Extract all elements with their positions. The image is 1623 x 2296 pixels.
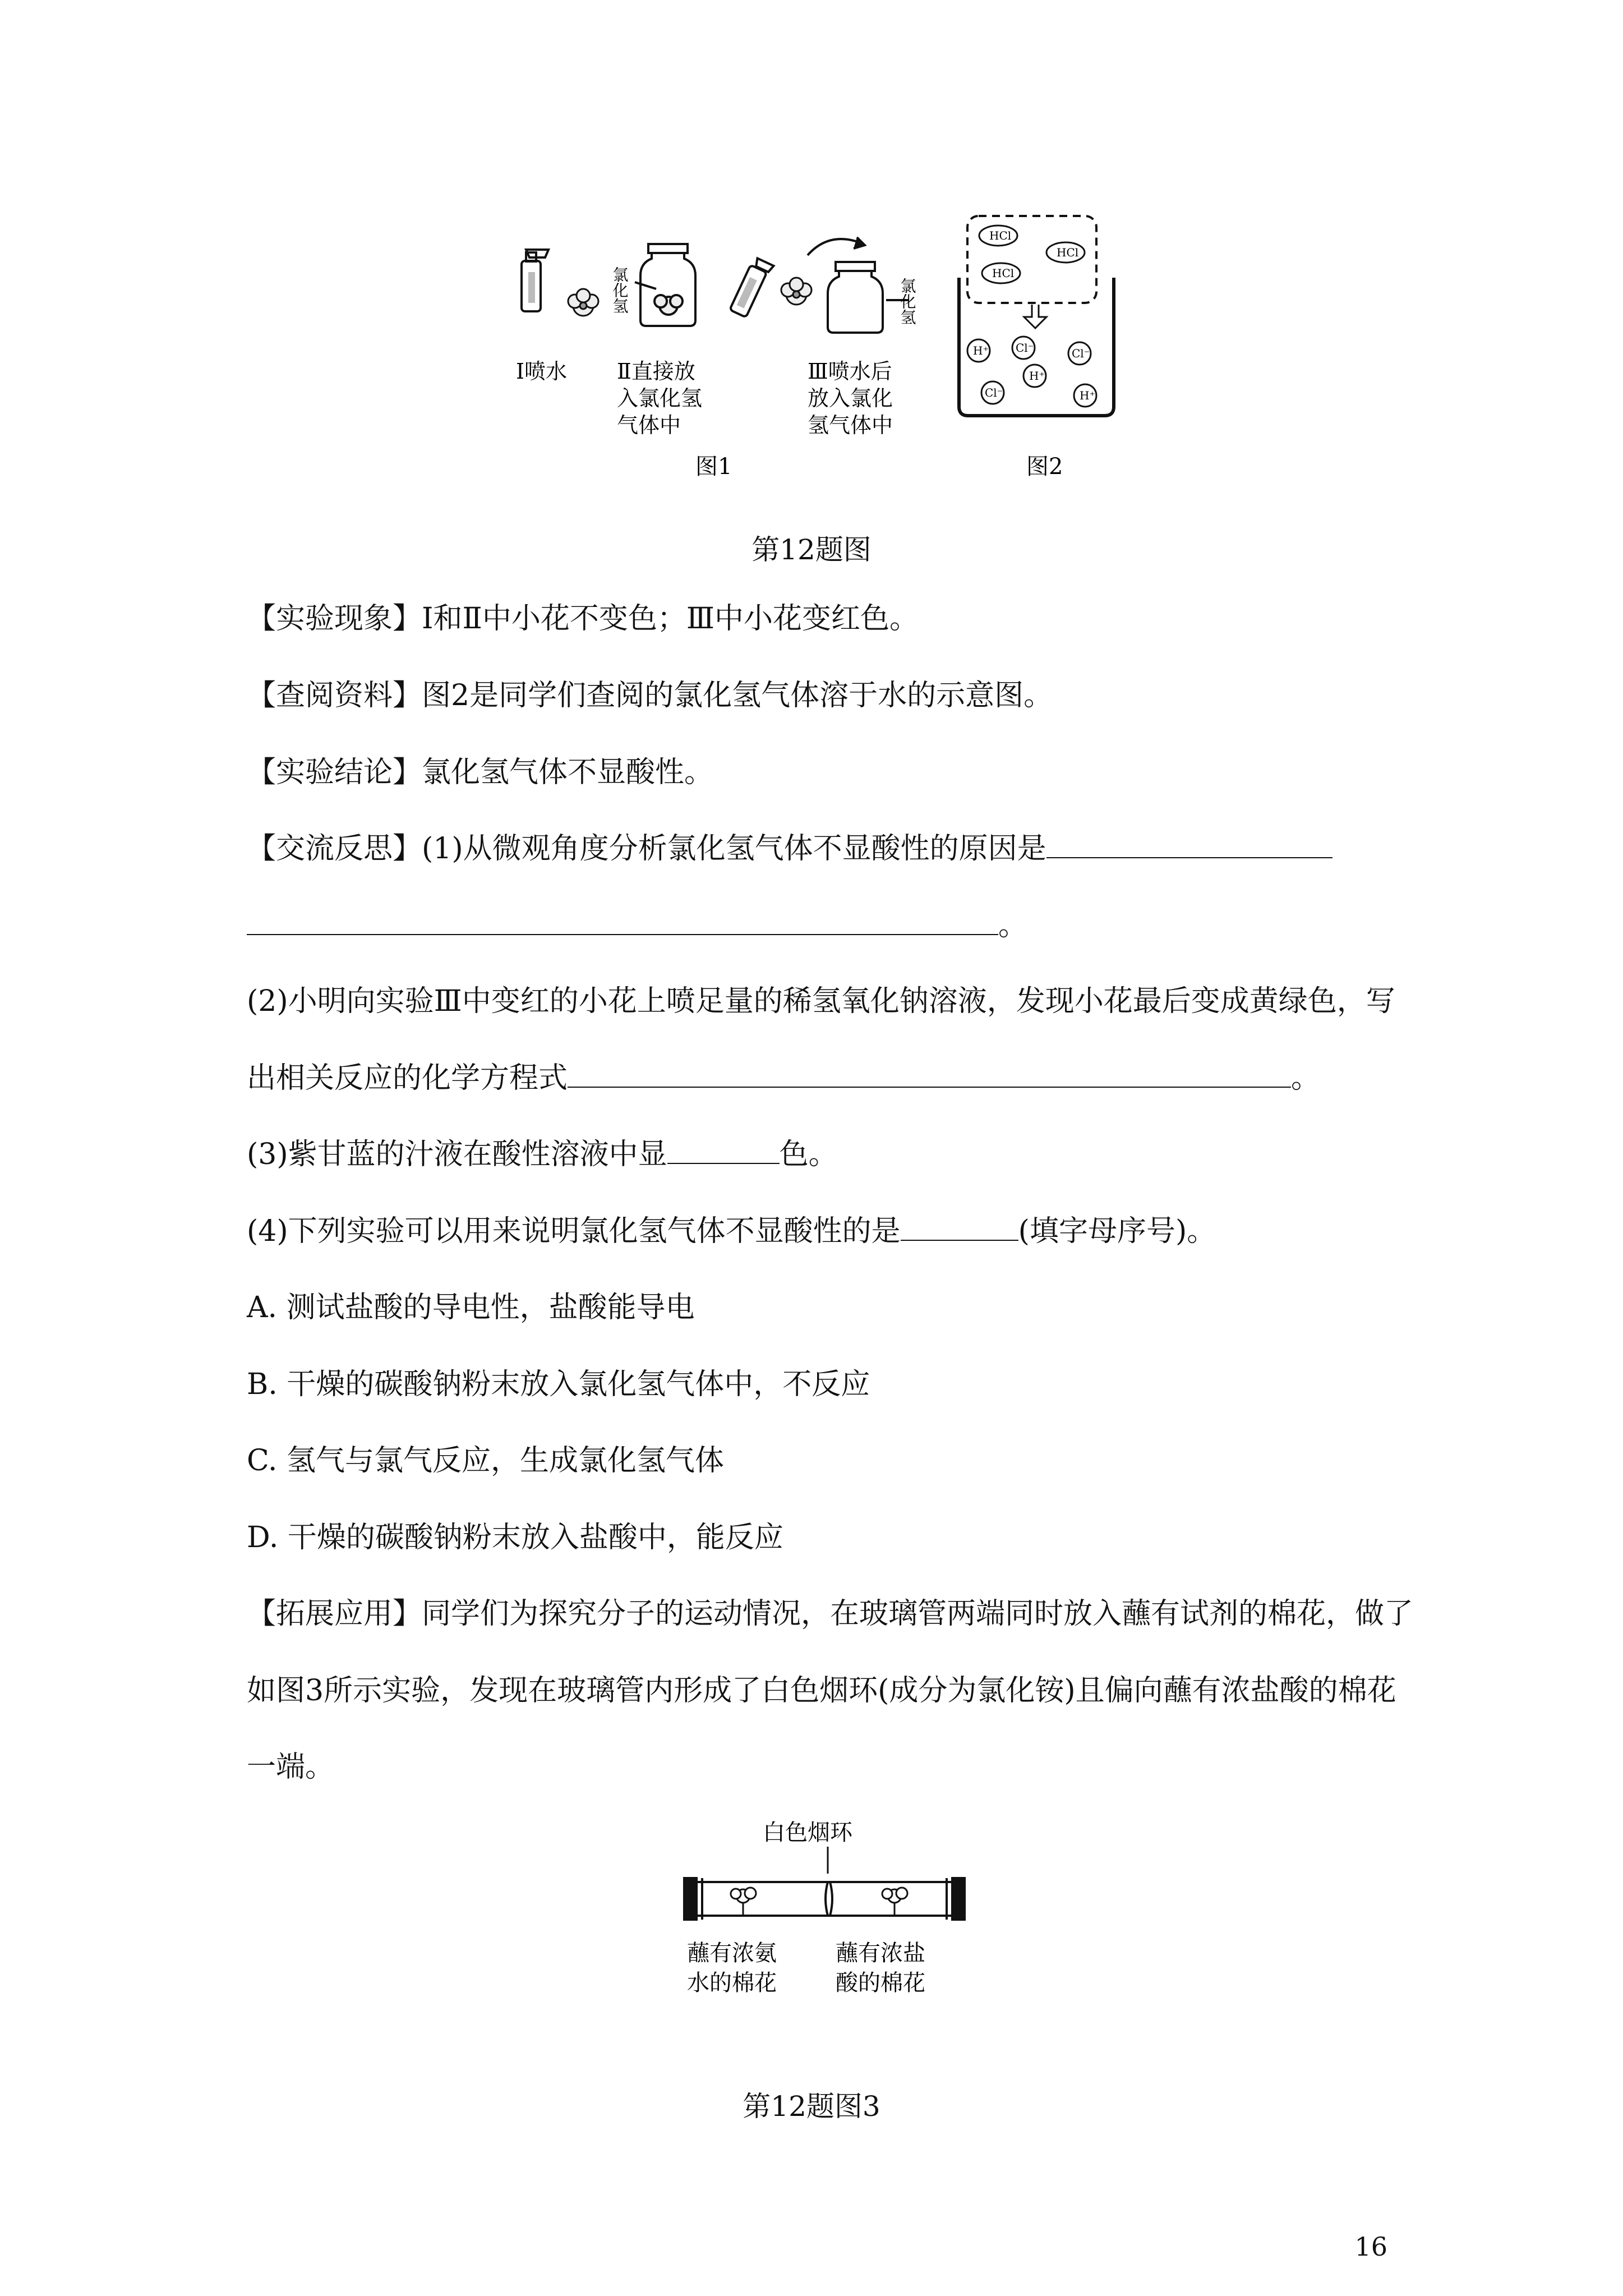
figure-caption: 第12题图 — [751, 533, 872, 566]
answer-blank-2[interactable] — [568, 1061, 1291, 1088]
step3-line1: Ⅲ喷水后 — [808, 359, 892, 384]
ring-label: 白色烟环 — [763, 1820, 852, 1846]
step3-line3: 氢气体中 — [808, 413, 893, 438]
extension-line2: 如图3所示实验，发现在玻璃管内形成了白色烟环(成分为氯化铵)且偏向蘸有浓盐酸的棉花 — [247, 1674, 1396, 1708]
curved-arrow-icon — [808, 237, 865, 255]
flower-icon — [568, 289, 598, 316]
jar-icon — [635, 244, 695, 326]
option-b: B. 干燥的碳酸钠粉末放入氯化氢气体中，不反应 — [247, 1368, 870, 1401]
option-d: D. 干燥的碳酸钠粉末放入盐酸中，能反应 — [247, 1521, 783, 1554]
reference-text: 【查阅资料】图2是同学们查阅的氯化氢气体溶于水的示意图。 — [247, 679, 1053, 712]
step2-line2: 入氯化氢 — [617, 386, 703, 411]
q3-pre: (3)紫甘蓝的汁液在酸性溶液中显 — [247, 1138, 667, 1171]
hcl-molecule-2: HCl — [1057, 246, 1079, 259]
cl-ion-2: Cl⁻ — [1072, 347, 1090, 360]
figure3-caption: 第12题图3 — [743, 2090, 880, 2123]
extension-line1: 【拓展应用】同学们为探究分子的运动情况，在玻璃管两端同时放入蘸有试剂的棉花，做了 — [247, 1597, 1414, 1631]
step1-label: Ⅰ喷水 — [516, 359, 568, 384]
hcl-molecule-3: HCl — [992, 266, 1015, 280]
left-label-1: 蘸有浓氨 — [687, 1940, 777, 1966]
h-ion-2: H⁺ — [1029, 369, 1045, 383]
phenomenon-text: 【实验现象】Ⅰ和Ⅱ中小花不变色；Ⅲ中小花变红色。 — [247, 602, 919, 636]
glass-tube — [684, 1878, 965, 1920]
page-number: 16 — [1354, 2231, 1387, 2262]
step2-line1: Ⅱ直接放 — [617, 359, 695, 384]
fig2-caption: 图2 — [1026, 454, 1063, 480]
cotton-left-icon — [731, 1888, 756, 1916]
q4-post: (填字母序号)。 — [1018, 1214, 1216, 1248]
cl-ion-3: Cl⁻ — [985, 386, 1003, 399]
spray-bottle-icon — [522, 250, 548, 311]
figure-3 — [667, 1812, 981, 2014]
h-ion-1: H⁺ — [973, 344, 989, 357]
experiment-illustration — [505, 210, 1133, 502]
option-c: C. 氢气与氯气反应，生成氯化氢气体 — [247, 1444, 724, 1478]
right-label-1: 蘸有浓盐 — [836, 1940, 925, 1966]
q2-line1: (2)小明向实验Ⅲ中变红的小花上喷足量的稀氢氧化钠溶液，发现小花最后变成黄绿色，写 — [247, 984, 1395, 1018]
jar-icon-2 — [828, 262, 909, 333]
figure-1-2 — [505, 210, 1133, 502]
q2-line2 — [247, 1059, 1320, 1098]
flower-icon-2 — [781, 278, 811, 305]
answer-blank-3[interactable] — [667, 1137, 780, 1164]
reflection-q1 — [247, 829, 1332, 868]
bottle-label: 氯化氢 — [610, 266, 629, 314]
q4-pre: (4)下列实验可以用来说明氯化氢气体不显酸性的是 — [247, 1214, 901, 1248]
q3-post: 色。 — [779, 1138, 838, 1171]
step2-line3: 气体中 — [617, 413, 681, 438]
cl-ion-1: Cl⁻ — [1016, 341, 1034, 355]
q4-line — [247, 1212, 1216, 1251]
extension-line3: 一端。 — [247, 1750, 335, 1784]
reflection-q1-text: 【交流反思】(1)从微观角度分析氯化氢气体不显酸性的原因是 — [247, 832, 1046, 866]
answer-blank-4[interactable] — [901, 1214, 1018, 1241]
reflection-q1-cont — [247, 906, 1027, 945]
hcl-molecule-1: HCl — [989, 229, 1012, 242]
conclusion-text: 【实验结论】氯化氢气体不显酸性。 — [247, 756, 714, 789]
end-mark-1: 。 — [998, 909, 1028, 942]
answer-blank-1a[interactable] — [1046, 831, 1332, 858]
option-a: A. 测试盐酸的导电性，盐酸能导电 — [247, 1291, 695, 1324]
glass-tube-diagram — [667, 1812, 981, 2014]
tilted-spray-bottle-icon — [730, 257, 773, 319]
left-label-2: 水的棉花 — [687, 1970, 777, 1996]
h-ion-3: H⁺ — [1080, 389, 1095, 402]
cotton-right-icon — [882, 1888, 907, 1916]
step3-line2: 放入氯化 — [808, 386, 893, 411]
end-mark-2: 。 — [1291, 1061, 1321, 1095]
fig1-caption: 图1 — [695, 454, 732, 480]
answer-blank-1b[interactable] — [247, 908, 998, 935]
bottle-label-2: 氯化氢 — [898, 278, 917, 325]
q3-line — [247, 1135, 838, 1174]
beaker-diagram — [959, 216, 1114, 416]
right-label-2: 酸的棉花 — [836, 1970, 925, 1996]
q2-line2-text: 出相关反应的化学方程式 — [247, 1061, 568, 1095]
